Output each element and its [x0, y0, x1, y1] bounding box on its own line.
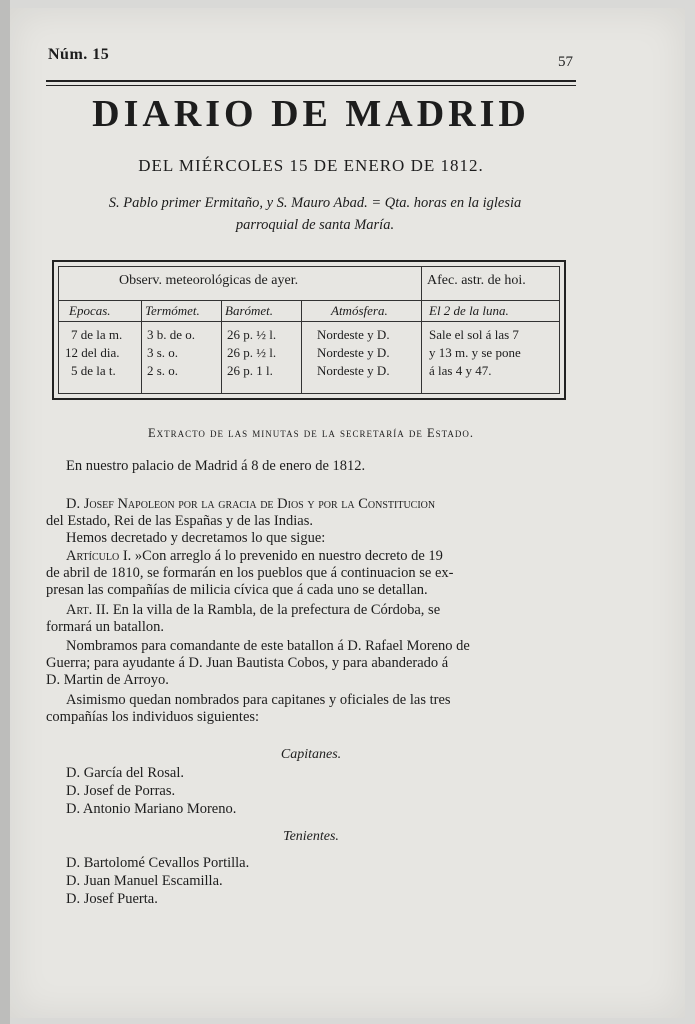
page-number: 57	[558, 54, 573, 70]
date-line: DEL MIÉRCOLES 15 DE ENERO DE 1812.	[138, 156, 484, 175]
saints-line-2: parroquial de santa María.	[235, 217, 395, 233]
saints-of-day	[60, 192, 570, 236]
col-header-epocas: Epocas.	[69, 303, 111, 318]
col-header-atmosfera: Atmósfera.	[331, 303, 388, 318]
section-title: Extracto de las minutas de la secretaría de Estado.	[147, 426, 475, 440]
cell-barometro-1: 26 p. ½ l.	[227, 327, 277, 342]
astro-line-1: Sale el sol á las 7	[429, 327, 519, 342]
appointment-line-2: Guerra; para ayudante á D. Juan Bautista Cobos, y para abanderado á	[46, 655, 449, 671]
col-header-luna: El 2 de la luna.	[429, 303, 509, 318]
decree-line-3: Hemos decretado y decretamos lo que sigue:	[66, 530, 326, 546]
article-2-line-1	[66, 602, 576, 619]
cell-termometro-2: 3 s. o.	[147, 345, 179, 360]
cell-epoca-1: 7 de la m.	[71, 327, 123, 342]
teniente-name-1: D. Bartolomé Cevallos Portilla.	[66, 855, 250, 871]
page-gutter	[0, 0, 10, 1024]
masthead-title: DIARIO DE MADRID	[92, 93, 530, 135]
decree-line-1-text: D. Josef Napoleon por la gracia de Dios y por la Constitucion	[66, 496, 436, 512]
astro-line-2: y 13 m. y se pone	[429, 345, 521, 360]
appointment-line-3: D. Martin de Arroyo.	[46, 672, 169, 688]
capitan-name-3: D. Antonio Mariano Moreno.	[66, 801, 237, 817]
col-header-barometro: Barómet.	[225, 303, 274, 318]
astro-title: Afec. astr. de hoi.	[427, 273, 526, 288]
article-2-label: Art. II.	[66, 602, 110, 618]
article-2-text: En la villa de la Rambla, de la prefectura de Córdoba, se	[112, 602, 441, 618]
cell-atmosfera-1: Nordeste y D.	[317, 327, 390, 342]
cell-barometro-2: 26 p. ½ l.	[227, 345, 277, 360]
article-2-line-2: formará un batallon.	[46, 619, 164, 635]
col-divider-3	[301, 300, 302, 393]
decree-line-2: del Estado, Rei de las Españas y de las Indias.	[46, 513, 313, 529]
cell-termometro-1: 3 b. de o.	[147, 327, 196, 342]
article-1-label: Artículo I.	[66, 548, 132, 564]
article-1-text: »Con arreglo á lo prevenido en nuestro decreto de 19	[134, 548, 443, 564]
col-divider-2	[221, 300, 222, 393]
col-header-termometro: Termómet.	[145, 303, 200, 318]
weather-table	[52, 260, 566, 400]
header-rule	[59, 300, 559, 301]
capitanes-heading: Capitanes.	[280, 747, 342, 762]
masthead-rule-top	[46, 80, 576, 82]
officers-line-2: compañías los individuos siguientes:	[46, 709, 260, 725]
cell-epoca-2: 12 del dia.	[65, 345, 120, 360]
article-1-line-2: de abril de 1810, se formarán en los pueblos que á continuacion se ex-	[46, 565, 454, 581]
capitan-name-2: D. Josef de Porras.	[66, 783, 176, 799]
teniente-name-2: D. Juan Manuel Escamilla.	[66, 873, 223, 889]
title-divider	[421, 267, 422, 300]
cell-barometro-3: 26 p. 1 l.	[227, 363, 273, 378]
appointment-line-1: Nombramos para comandante de este batallon á D. Rafael Moreno de	[66, 638, 470, 654]
decree-line-1	[66, 496, 576, 513]
article-1-line-3: presan las compañías de milicia cívica que á cada uno se detallan.	[46, 582, 428, 598]
col-divider-4	[421, 300, 422, 393]
weather-table-inner	[58, 266, 560, 394]
masthead-rule-top-thin	[46, 85, 576, 86]
weather-title: Observ. meteorológicas de ayer.	[119, 273, 299, 288]
capitan-name-1: D. García del Rosal.	[66, 765, 184, 781]
saints-line-1: S. Pablo primer Ermitaño, y S. Mauro Abad. = Qta. horas en la iglesia	[108, 195, 522, 211]
astro-line-3: á las 4 y 47.	[429, 363, 492, 378]
column-header-rule	[59, 321, 559, 322]
cell-atmosfera-2: Nordeste y D.	[317, 345, 390, 360]
tenientes-heading: Tenientes.	[283, 829, 339, 844]
col-divider-1	[141, 300, 142, 393]
place-date: En nuestro palacio de Madrid á 8 de enero de 1812.	[66, 458, 366, 474]
cell-epoca-3: 5 de la t.	[71, 363, 116, 378]
issue-number: Núm. 15	[48, 46, 110, 63]
article-1-line-1	[66, 548, 576, 565]
cell-atmosfera-3: Nordeste y D.	[317, 363, 390, 378]
officers-line-1: Asimismo quedan nombrados para capitanes y oficiales de las tres	[66, 692, 451, 708]
cell-termometro-3: 2 s. o.	[147, 363, 179, 378]
teniente-name-3: D. Josef Puerta.	[66, 891, 158, 907]
